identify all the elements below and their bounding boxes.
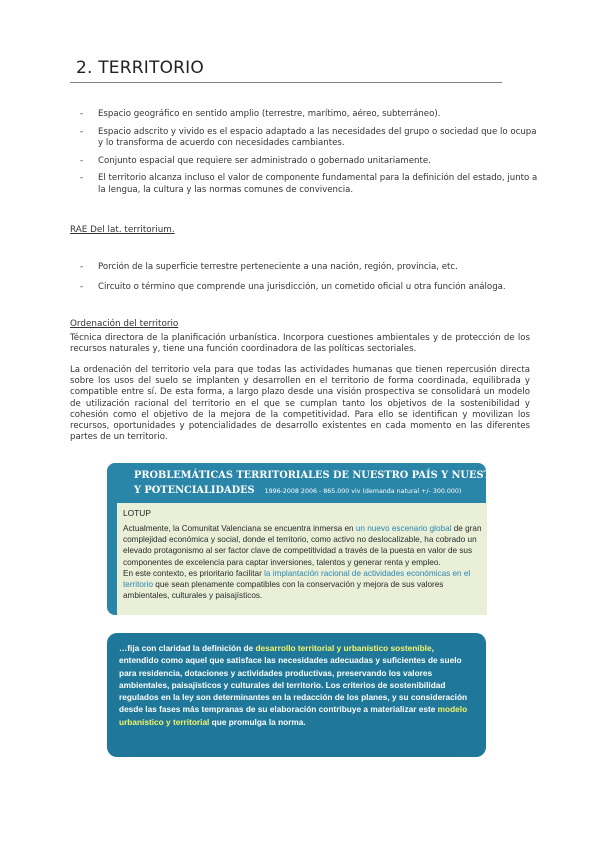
list-item: - Conjunto espacial que requiere ser administrado o gobernado unitariamente. <box>80 156 540 168</box>
page-title: 2. TERRITORIO <box>76 58 204 78</box>
ordenacion-heading: Ordenación del territorio <box>70 319 179 329</box>
rae-heading: RAE Del lat. territorium. <box>70 225 175 235</box>
list-item: - Espacio geográfico en sentido amplio (terrestre, marítimo, aéreo, subterráneo). <box>80 109 540 121</box>
title-divider <box>70 82 502 83</box>
highlight-text: un nuevo escenario global <box>355 524 452 533</box>
infographic-heading-line2: Y POTENCIALIDADES <box>134 485 255 496</box>
paragraph: La ordenación del territorio vela para que todas las actividades humanas que tienen repercusión directa sobre los usos del suelo se implanten y desarrollen en el territorio de forma coordinada, equilibrada y compatible entre sí. De esta forma, a largo plazo desde una visión prospectiva se consolidará un modelo de utilización racional del territorio en el que se cumplan tanto los objetivos de la sostenibilidad y cohesión como el objetivo de la mejora de la competitividad. Para ello se identifican y movilizan los recursos, oportunidades y potencialidades de desarrollo existentes en cada momento en las diferentes partes de un territorio. <box>70 365 530 443</box>
list-item: - El territorio alcanza incluso el valor de componente fundamental para la definición del estado, junto a la lengua, la cultura y las normas comunes de convivencia. <box>80 173 540 196</box>
infographic-heading: PROBLEMÁTICAS TERRITORIALES DE NUESTRO PAÍS Y NUESTRA REGIÓN <box>134 470 557 481</box>
infographic-bottom-panel <box>107 633 486 757</box>
list-item: - Espacio adscrito y vivido es el espacio adaptado a las necesidades del grupo o sociedad que lo ocupa y lo transforma de acuerdo con necesidades cambiantes. <box>80 127 540 150</box>
definition-quote <box>119 642 474 728</box>
text-run: de gran complejidad económica y social, donde el territorio, como activo no deslocalizable, ha cobrado un elevado protagonismo al ser factor clave de competitividad a través de la puesta en valor de sus componentes de excelencia para captar inversiones, talentos y generar renta y empleo. <box>123 524 482 567</box>
infographic <box>107 463 557 763</box>
infographic-top-panel <box>107 463 557 615</box>
paragraph: Técnica directora de la planificación urbanística. Incorpora cuestiones ambientales y de protección de los recursos naturales y, tiene una función coordinadora de las políticas sectoriales. <box>70 333 530 355</box>
definition-list <box>80 109 540 202</box>
text-run: , entendido como aquel que satisface las necesidades adecuadas y suficientes de suelo para residencia, dotaciones y actividades productivas, preservando los valores ambientales, paisajísticos y culturales del territorio. Los criterios de sostenibilidad regulados en la ley son determinantes en la redacción de los planes, y su consideración desde las fases más tempranas de su elaboración contribuye a materializar este <box>119 643 468 715</box>
text-run: …fija con claridad la definición de <box>119 643 256 653</box>
highlight-text: desarrollo territorial y urbanístico sostenible <box>255 643 432 653</box>
highlight-text: la implantación racional de actividades económicas en el territorio <box>123 568 471 590</box>
list-item: - Circuito o término que comprende una jurisdicción, un cometido oficial u otra función análoga. <box>80 282 540 294</box>
rae-definition-list <box>80 262 540 301</box>
highlight-text: modelo urbanístico y territorial <box>119 704 468 727</box>
lotup-title: LOTUP <box>123 508 151 518</box>
infographic-subheading <box>134 485 461 496</box>
text-run: que sean plenamente compatibles con la conservación y mejora de sus valores ambientales, culturales y paisajísticos. <box>123 580 444 601</box>
text-run: que promulga la norma. <box>209 716 306 727</box>
text-run: Actualmente, la Comunitat Valenciana se encuentra inmersa en <box>123 524 356 533</box>
list-item: - Porción de la superficie terrestre perteneciente a una nación, región, provincia, etc. <box>80 262 540 274</box>
lotup-text <box>123 523 483 601</box>
lotup-panel <box>117 503 487 615</box>
text-run: En este contexto, es prioritario facilitar <box>123 568 265 578</box>
infographic-stats: 1996-2008 2006 - 865.000 viv (demanda natural +/- 300.000) <box>264 488 462 495</box>
